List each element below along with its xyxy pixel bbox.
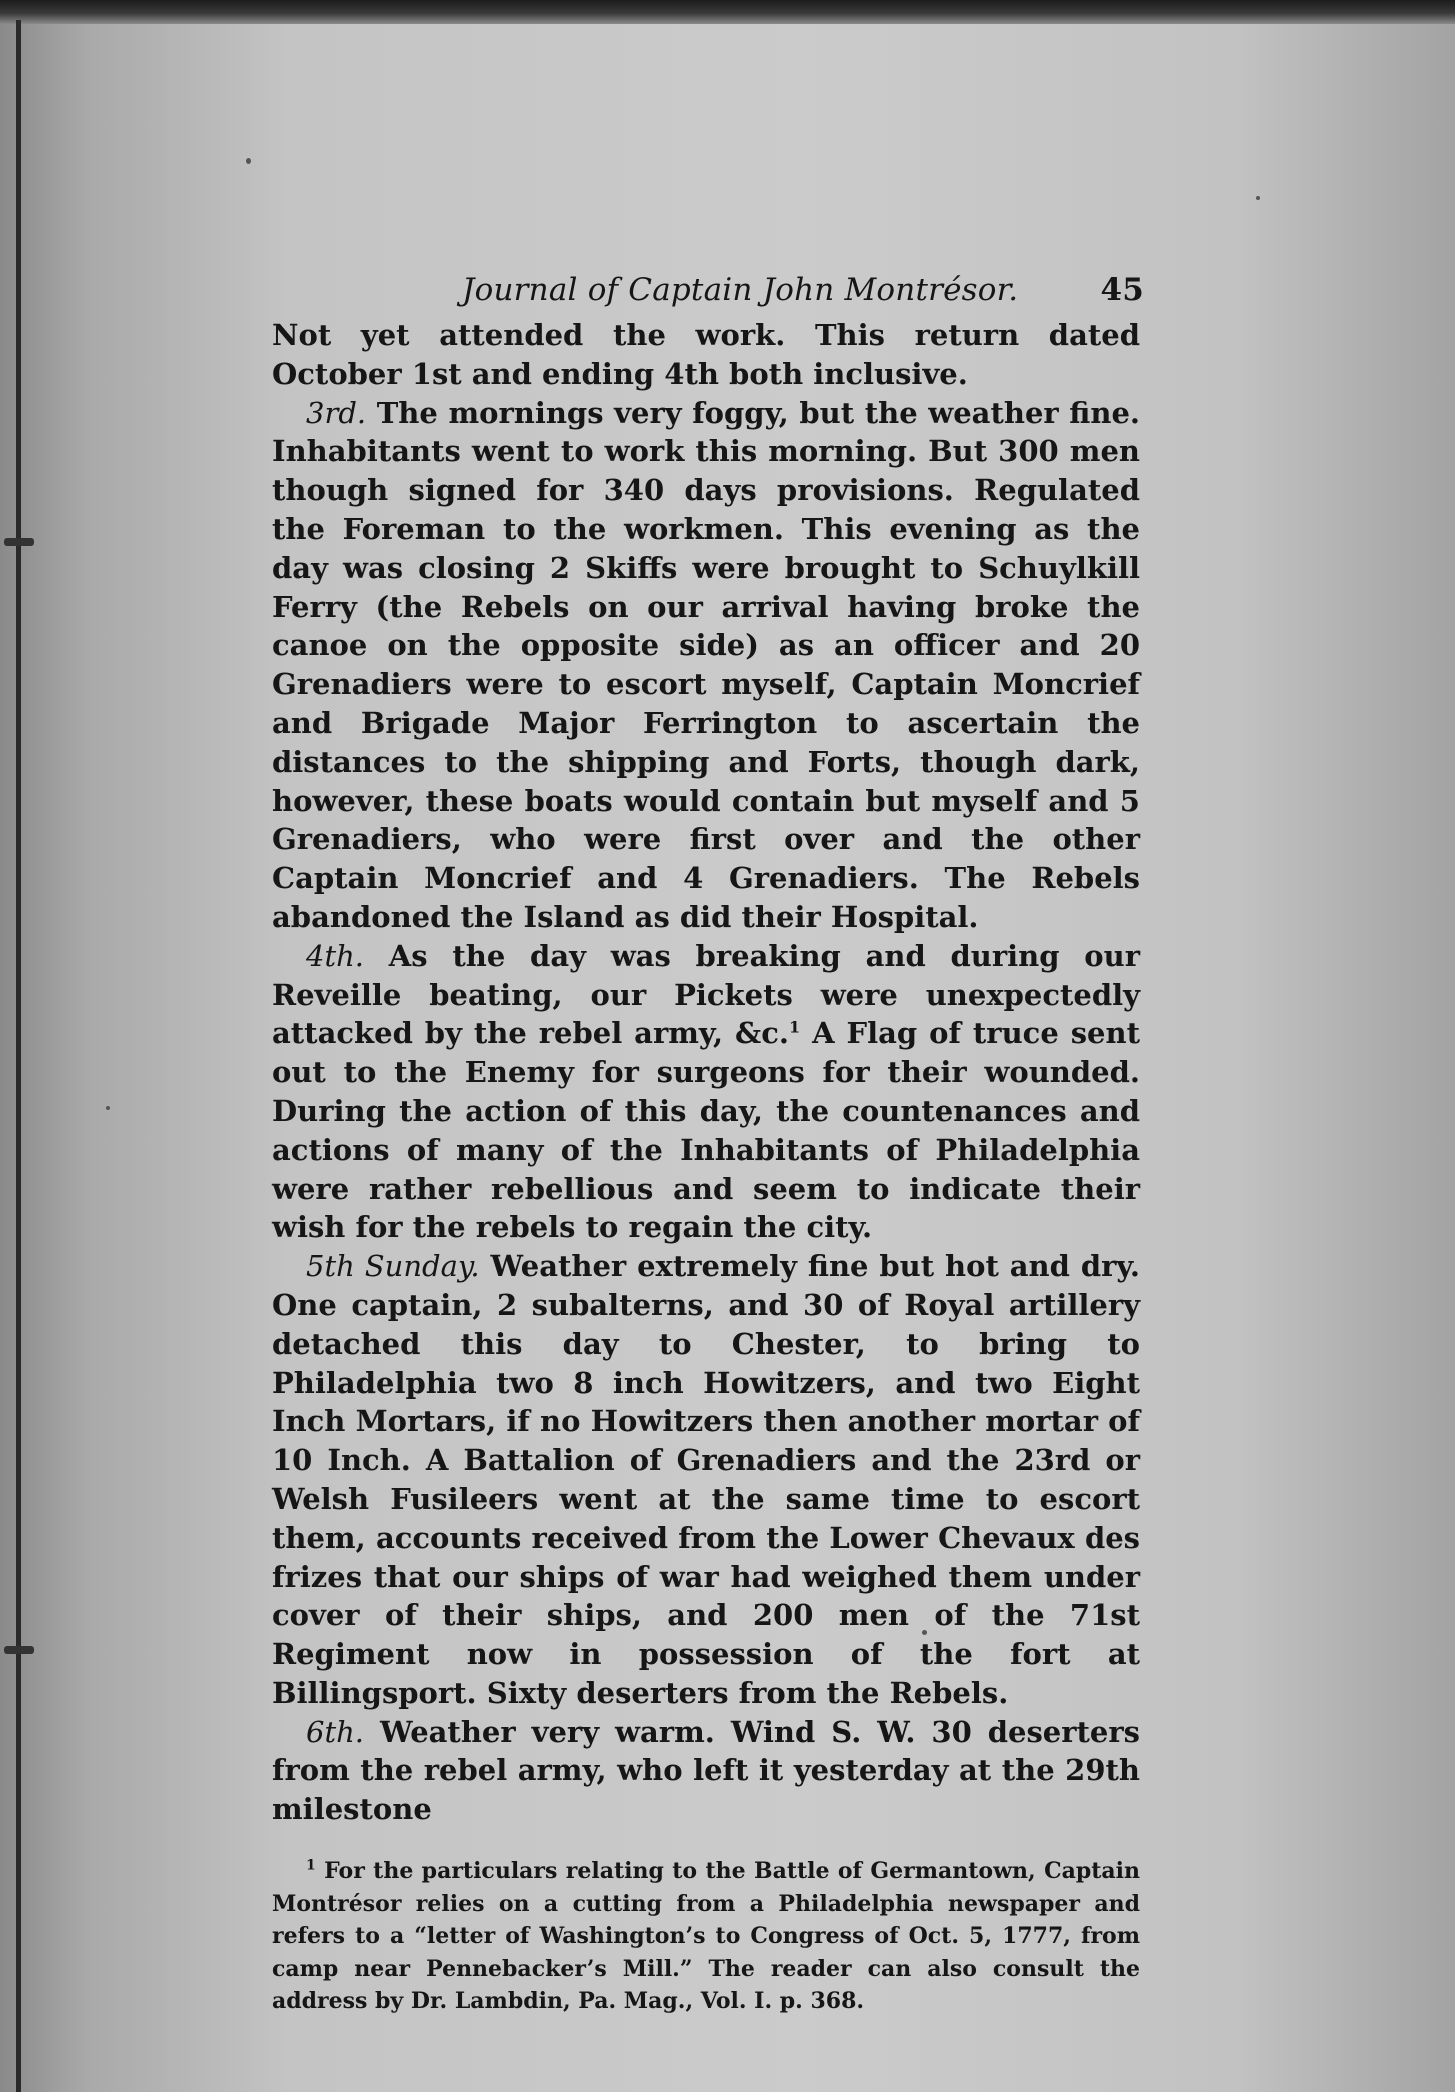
entry-date: 6th. bbox=[306, 1714, 364, 1749]
footnote-reference: 1 bbox=[788, 1017, 801, 1037]
scan-speck bbox=[246, 158, 251, 164]
footnote-mark: 1 bbox=[306, 1857, 316, 1874]
page-number: 45 bbox=[1100, 272, 1144, 308]
scan-speck bbox=[106, 1106, 110, 1110]
footnote bbox=[272, 1855, 1140, 2018]
journal-body bbox=[272, 316, 1140, 1829]
running-head bbox=[272, 272, 1144, 316]
entry-text: A Flag of truce sent out to the Enemy for surgeons for their wounded. During the action of this day, the countenances and actions of many of the Inhabitants of Philadelphia were rather rebellious and seem to indicate their wish for the rebels to regain the city. bbox=[272, 1016, 1140, 1245]
entry-date: 3rd. bbox=[306, 395, 367, 430]
entry-6th bbox=[272, 1713, 1140, 1829]
binding-mark-lower bbox=[4, 1646, 34, 1654]
entry-5th-sunday bbox=[272, 1247, 1140, 1713]
scan-speck bbox=[1256, 196, 1260, 200]
entry-4th bbox=[272, 937, 1140, 1247]
entry-text: Weather very warm. Wind S. W. 30 deserters from the rebel army, who left it yesterday at the 29th milestone bbox=[272, 1714, 1140, 1827]
entry-text: The mornings very foggy, but the weather fine. Inhabitants went to work this morning. But 300 men though signed for 340 days provisions. Regulated the Foreman to the workmen. This evening as the day was closing 2 Skiffs were brought to Schuylkill Ferry (the Rebels on our arrival having broke the canoe on the opposite side) as an officer and 20 Grenadiers were to escort myself, Captain Moncrief and Brigade Major Ferrington to ascertain the distances to the shipping and Forts, though dark, however, these boats would contain but myself and 5 Grenadiers, who were first over and the other Captain Moncrief and 4 Grenadiers. The Rebels abandoned the Island as did their Hospital. bbox=[272, 395, 1140, 934]
entry-text: As the day was breaking and during our Reveille beating, our Pickets were unexpectedly attacked by the rebel army, &c. bbox=[272, 938, 1140, 1051]
running-title: Journal of Captain John Montrésor. bbox=[462, 272, 1019, 308]
binding-line bbox=[16, 20, 21, 2092]
entry-3rd bbox=[272, 394, 1140, 937]
entry-date: 5th Sunday. bbox=[306, 1249, 480, 1284]
entry-date: 4th. bbox=[306, 938, 364, 973]
footnote-text: For the particulars relating to the Battle of Germantown, Captain Montrésor relies on a cutting from a Philadelphia newspaper and refers to a “letter of Washington’s to Congress of Oct. 5, 1777, from camp near Pennebacker’s Mill.” The reader can also consult the address by Dr. Lambdin, Pa. Mag., Vol. I. p. 368. bbox=[272, 1858, 1140, 2015]
book-page bbox=[272, 272, 1144, 2018]
continuation-paragraph: Not yet attended the work. This return dated October 1st and ending 4th both inclusive. bbox=[272, 318, 1140, 391]
scan-top-edge bbox=[0, 0, 1455, 24]
binding-mark-upper bbox=[4, 538, 34, 546]
entry-text: Weather extremely fine but hot and dry. One captain, 2 subalterns, and 30 of Royal artillery detached this day to Chester, to bring to Philadelphia two 8 inch Howitzers, and two Eight Inch Mortars, if no Howitzers then another mortar of 10 Inch. A Battalion of Grenadiers and the 23rd or Welsh Fusileers went at the same time to escort them, accounts received from the Lower Chevaux des frizes that our ships of war had weighed them under cover of their ships, and 200 men of the 71st Regiment now in possession of the fort at Billingsport. Sixty deserters from the Rebels. bbox=[272, 1249, 1140, 1710]
